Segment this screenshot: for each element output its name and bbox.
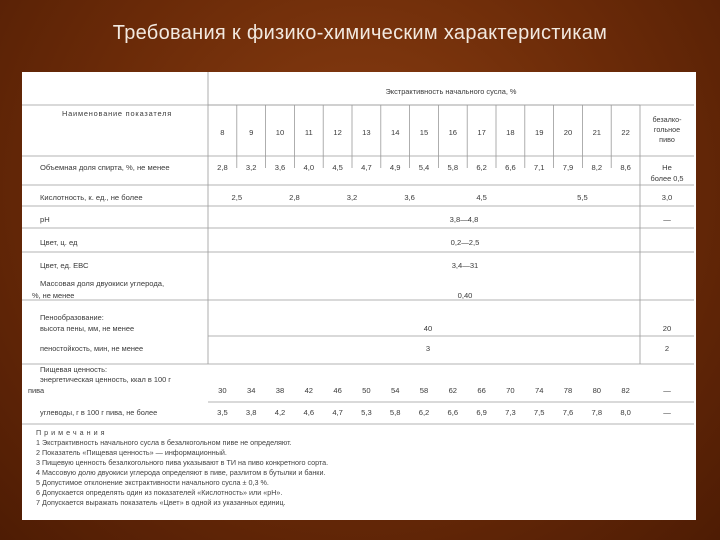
alcohol-value: 7,1	[533, 163, 545, 172]
column-header: 18	[506, 128, 515, 137]
foam-last: 20	[662, 324, 672, 333]
last-column-header: безалко-	[652, 115, 682, 124]
alcohol-value: 3,2	[245, 163, 257, 172]
header-group: Экстрактивность начального сусла, %	[385, 87, 517, 96]
carbs-value: 3,5	[217, 408, 228, 417]
carbs-value: 3,8	[245, 408, 257, 417]
alcohol-value: 3,6	[274, 163, 286, 172]
row-label-alcohol: Объемная доля спирта, %, не менее	[40, 163, 170, 172]
row-label-carbs: углеводы, г в 100 г пива, не более	[40, 408, 158, 417]
slide-title: Требования к физико-химическим характеристикам	[112, 22, 608, 44]
carbs-value: 4,2	[274, 408, 286, 417]
alcohol-value: 4,5	[332, 163, 343, 172]
row-label-color: Цвет, ц. ед	[40, 238, 78, 247]
column-header: 21	[592, 128, 602, 137]
row-label-nutrition: пива	[28, 386, 45, 395]
alcohol-value: 4,9	[389, 163, 401, 172]
note-item: 4 Массовую долю двуокиси углерода определяют в пиве, разлитом в бутылки и банки.	[36, 468, 326, 477]
foam-value: 40	[423, 324, 433, 333]
alcohol-value: 4,7	[361, 163, 372, 172]
requirements-table	[22, 72, 696, 432]
carbs-value: 6,9	[476, 408, 487, 417]
alcohol-value: 7,9	[562, 163, 574, 172]
column-header: 17	[477, 128, 486, 137]
acidity-value: 3,6	[404, 193, 415, 202]
alcohol-last: более 0,5	[650, 174, 684, 183]
carbs-value: 7,8	[591, 408, 603, 417]
row-label-acidity: Кислотность, к. ед., не более	[40, 193, 143, 202]
notes-block	[36, 428, 686, 508]
alcohol-last: Не	[662, 163, 672, 172]
row-label-foam: высота пены, мм, не менее	[40, 324, 135, 333]
carbs-value: 7,3	[505, 408, 516, 417]
alcohol-value: 2,8	[217, 163, 228, 172]
column-header: 22	[621, 128, 630, 137]
column-header: 16	[448, 128, 458, 137]
ph-value: 3,8—4,8	[449, 215, 479, 224]
note-item: 7 Допускается выражать показатель «Цвет» в одной из указанных единиц.	[36, 498, 286, 507]
energy-value: 70	[506, 386, 515, 395]
energy-value: 46	[333, 386, 342, 395]
row-label-ebc: Цвет, ед. ЕВС	[40, 261, 89, 270]
column-header: 8	[220, 128, 225, 137]
alcohol-value: 8,2	[591, 163, 603, 172]
energy-value: 62	[448, 386, 458, 395]
acidity-value: 2,8	[289, 193, 300, 202]
color-value: 0,2—2,5	[450, 238, 480, 247]
carbs-value: 7,6	[562, 408, 574, 417]
alcohol-value: 6,6	[505, 163, 516, 172]
column-header: 14	[390, 128, 400, 137]
acidity-value: 2,5	[231, 193, 243, 202]
row-label-foam-stability: пеностойкость, мин, не менее	[40, 344, 144, 353]
column-header: 9	[249, 128, 254, 137]
carbs-value: 7,5	[533, 408, 545, 417]
energy-value: 58	[419, 386, 429, 395]
note-item: 6 Допускается определять один из показателей «Кислотность» или «pH».	[36, 488, 283, 497]
row-label-foam: Пенообразование:	[40, 313, 104, 322]
energy-value: 30	[218, 386, 227, 395]
alcohol-value: 5,8	[447, 163, 459, 172]
energy-value: 54	[390, 386, 400, 395]
carbs-last: —	[663, 408, 671, 417]
row-label-nutrition: энергетическая ценность, ккал в 100 г	[40, 375, 171, 384]
notes-heading: Примечания	[36, 428, 108, 437]
acidity-value: 5,5	[577, 193, 588, 202]
acidity-value: 3,2	[346, 193, 358, 202]
last-column-header: пиво	[659, 135, 675, 144]
column-header: 12	[333, 128, 342, 137]
energy-value: 34	[246, 386, 256, 395]
column-header: 19	[534, 128, 544, 137]
energy-value: 82	[621, 386, 630, 395]
column-header: 15	[419, 128, 429, 137]
row-label-ph: pH	[40, 215, 50, 224]
ph-last: —	[663, 215, 671, 224]
row-label-nutrition: Пищевая ценность:	[40, 365, 108, 374]
column-header: 11	[304, 128, 313, 137]
foam-stability-last: 2	[664, 344, 670, 353]
ebc-value: 3,4—31	[451, 261, 479, 270]
energy-last: —	[663, 386, 671, 395]
note-item: 1 Экстрактивность начального сусла в безалкогольном пиве не определяют.	[36, 438, 292, 447]
acidity-last: 3,0	[661, 193, 673, 202]
carbs-value: 8,0	[620, 408, 631, 417]
energy-value: 78	[563, 386, 573, 395]
alcohol-value: 4,0	[303, 163, 315, 172]
column-header: 10	[275, 128, 285, 137]
energy-value: 74	[534, 386, 544, 395]
document-page	[22, 72, 696, 520]
energy-value: 42	[304, 386, 314, 395]
carbs-value: 6,2	[418, 408, 430, 417]
carbs-value: 5,8	[389, 408, 401, 417]
carbs-value: 4,6	[303, 408, 315, 417]
note-item: 3 Пищевую ценность безалкогольного пива указывают в ТИ на пиво конкретного сорта.	[36, 458, 329, 467]
column-header: 13	[362, 128, 371, 137]
alcohol-value: 6,2	[476, 163, 487, 172]
note-item: 2 Показатель «Пищевая ценность» — информационный.	[36, 448, 227, 457]
note-item: 5 Допустимое отклонение экстрактивности начального сусла ± 0,3 %.	[36, 478, 269, 487]
alcohol-value: 8,6	[620, 163, 631, 172]
acidity-value: 4,5	[476, 193, 487, 202]
last-column-header: гольное	[653, 125, 681, 134]
energy-value: 80	[592, 386, 602, 395]
column-header: 20	[563, 128, 573, 137]
foam-stability-value: 3	[425, 344, 431, 353]
carbs-value: 4,7	[332, 408, 343, 417]
row-label-co2: Массовая доля двуокиси углерода,	[40, 279, 165, 288]
energy-value: 66	[477, 386, 486, 395]
co2-value: 0,40	[457, 291, 473, 300]
carbs-value: 5,3	[361, 408, 372, 417]
energy-value: 50	[362, 386, 371, 395]
header-name: Наименование показателя	[62, 109, 173, 118]
alcohol-value: 5,4	[418, 163, 430, 172]
energy-value: 38	[275, 386, 285, 395]
carbs-value: 6,6	[447, 408, 459, 417]
row-label-co2: %, не менее	[32, 291, 75, 300]
